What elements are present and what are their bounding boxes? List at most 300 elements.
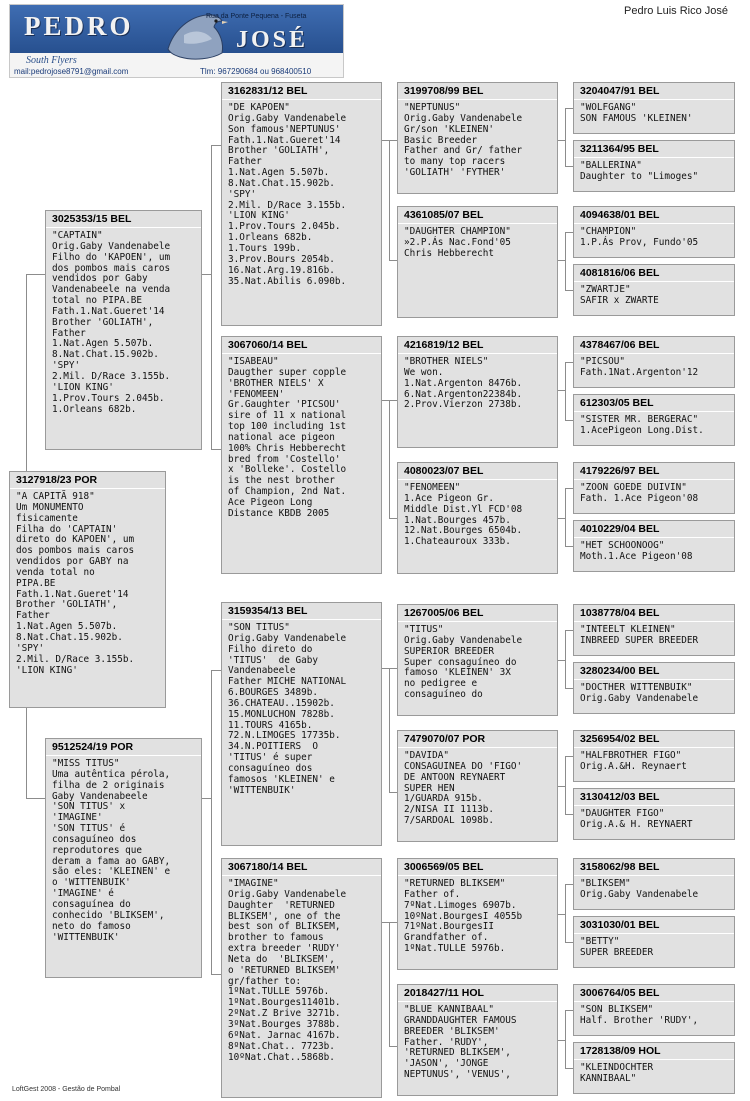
description-line: 'RETURNED BLIKSEM', [404,1047,511,1059]
description-line: CONSAGUINEA DO 'FIGO' [404,760,523,772]
description-line: "ZOON GOEDE DUIVIN" [580,482,687,493]
ring-number: 3031030/01 BEL [574,917,734,934]
connector-line [558,1040,565,1041]
description-line: Filha do 'CAPTAIN' [16,523,118,535]
description-line: 'WITTENBUIK' [52,931,120,943]
logo-phone: Tlm: 967290684 ou 968400510 [200,67,312,76]
description-line: Um MONUMENTO [16,501,84,513]
pigeon-card [573,394,735,446]
description-line: Fath. 1.Ace Pigeon'08 [580,492,699,504]
connector-line [389,140,397,141]
pigeon-card [397,604,558,716]
description-line: Orig.Gaby Vandenabele [580,692,699,704]
logo-address: Rua da Ponte Pequena - Fuseta [206,13,307,20]
description-line: o 'RETURNED BLIKSEM' [228,964,341,976]
description-line: 1.Nat.Bourges 457b. [404,514,511,526]
ring-number: 3006764/05 BEL [574,985,734,1002]
pigeon-description [574,412,734,437]
connector-line [565,756,573,757]
pigeon-card [45,738,202,978]
connector-line [389,518,397,519]
pigeon-description [222,620,381,797]
ring-number: 7479070/07 POR [398,731,557,748]
description-line: 1.Prov.Tours 2.045b. [228,221,341,233]
pigeon-description [574,806,734,831]
pigeon-card [573,520,735,572]
pigeon-card [9,471,166,708]
connector-line [558,660,565,661]
description-line: 2/NISA II 1113b. [404,804,495,816]
description-line: 1/GUARDA 915b. [404,793,483,805]
ring-number: 3130412/03 BEL [574,789,734,806]
description-line: "DOCTHER WITTENBUIK" [580,682,693,693]
description-line: "DAUGHTER FIGO" [580,808,665,819]
description-line: Orig.Gaby Vandenabele [404,112,523,124]
description-line: 2.Mil. D/Race 3.155b. [16,653,135,665]
pigeon-description [574,748,734,773]
description-line: Grandfather of. [404,932,489,944]
connector-line [211,670,221,671]
connector-line [389,922,397,923]
description-line: "BETTY" [580,936,620,947]
connector-line [382,140,389,141]
pigeon-description [574,538,734,563]
description-line: 7/SARDOAL 1098b. [404,815,495,827]
connector-line [558,786,565,787]
description-line: "KLEINDOCHTER [580,1062,654,1073]
description-line: 'LION KING' [52,381,114,393]
connector-line [389,400,390,518]
pigeon-description [222,876,381,1063]
pigeon-card [573,858,735,910]
description-line: 'LION KING' [228,210,290,222]
description-line: dos pombos mais caros [16,545,135,557]
pigeon-card [573,916,735,968]
description-line: Basic Breeder [404,134,478,146]
description-line: são eles: 'KLEINEN' e [52,866,171,878]
description-line: "DAUGHTER CHAMPION" [404,226,511,237]
connector-line [565,290,573,291]
description-line: 1.Orleans 682b. [228,232,313,244]
description-line: 10ºNat.BourgesI 4055b [404,910,523,922]
description-line: Ace Pigeon Long [228,496,313,508]
connector-line [211,974,221,975]
description-line: "PICSOU" [580,356,626,367]
description-line: 2.Mil. D/Race 3.155b. [52,370,171,382]
loft-logo [9,4,344,78]
connector-line [565,232,573,233]
description-line: 3ºNat.Bourges 3788b. [228,1018,341,1030]
pigeon-card [221,82,382,326]
ring-number: 1038778/04 BEL [574,605,734,622]
description-line: 'SON TITUS' é [52,823,126,835]
description-line: total no PIPA.BE [52,295,143,307]
description-line: Orig.A.&H. Reynaert [580,760,687,772]
pigeon-card [573,462,735,514]
connector-line [565,756,566,814]
description-line: Uma autêntica pérola, [52,768,171,780]
description-line: 1.Prov.Tours 2.045b. [52,392,165,404]
connector-line [565,1010,573,1011]
connector-line [558,518,565,519]
ring-number: 9512524/19 POR [46,739,201,756]
connector-line [389,792,397,793]
description-line: "RETURNED BLIKSEM" [404,878,506,889]
description-line: NEPTUNUS', 'VENUS', [404,1069,511,1081]
connector-line [565,108,573,109]
description-line: best son of BLIKSEM, [228,921,341,933]
connector-line [389,668,397,669]
description-line: "INTEELT KLEINEN" [580,624,676,635]
pigeon-description [10,489,165,676]
connector-line [211,449,221,450]
description-line: famoso 'KLEINEN' 3X [404,667,511,679]
description-line: is the nest brother [228,475,335,487]
description-line: "ZWARTJE" [580,284,631,295]
description-line: "DAVIDA" [404,750,450,761]
description-line: 1.P.Ás Prov, Fundo'05 [580,236,699,248]
pigeon-card [573,662,735,714]
description-line: Orig.Gaby Vandenabele [580,888,699,900]
logo-email: mail:pedrojose8791@gmail.com [14,67,129,76]
description-line: 15.MONLUCHON 7828b. [228,708,335,720]
description-line: 1.Orleans 682b. [52,403,137,415]
description-line: 1.Tours 199b. [228,242,302,254]
description-line: 'SON TITUS' x [52,801,126,813]
pigeon-description [398,354,557,411]
connector-line [558,914,565,915]
connector-line [558,140,565,141]
pigeon-card [397,858,558,970]
description-line: "BALLERINA" [580,160,642,171]
description-line: Father [52,327,86,339]
pigeon-card [573,730,735,782]
description-line: x 'Bolleke'. Costello [228,464,347,476]
description-line: 72.N.LIMOGES 17735b. [228,730,341,742]
connector-line [211,145,212,449]
pigeon-card [573,140,735,192]
description-line: 11.TOURS 4165b. [228,719,313,731]
ring-number: 3162831/12 BEL [222,83,381,100]
description-line: 6.BOURGES 3489b. [228,687,319,699]
description-line: 'LION KING' [16,664,78,676]
pigeon-card [221,336,382,574]
pigeon-description [574,934,734,959]
description-line: Daughter to "Limoges" [580,170,699,182]
ring-number: 2018427/11 HOL [398,985,557,1002]
pigeon-description [574,158,734,183]
description-line: SAFIR x ZWARTE [580,294,659,306]
ring-number: 4080023/07 BEL [398,463,557,480]
description-line: Half. Brother 'RUDY', [580,1014,699,1026]
description-line: dos pombos mais caros [52,262,171,274]
connector-line [382,400,389,401]
logo-name-first: PEDRO [24,11,134,41]
description-line: sire of 11 x national [228,410,347,422]
description-line: Daugther super copple [228,366,347,378]
connector-line [565,362,573,363]
connector-line [565,814,573,815]
connector-line [558,260,565,261]
description-line: Filho direto do [228,643,313,655]
description-line: Brother 'GOLIATH', [52,316,154,328]
description-line: top 100 including 1st [228,421,347,433]
description-line: Orig.Gaby Vandenabele [404,634,523,646]
pigeon-card [573,984,735,1036]
ring-number: 612303/05 BEL [574,395,734,412]
description-line: Vandenabeele [228,665,296,677]
description-line: 8.Nat.Chat.15.902b. [228,177,335,189]
description-line: 36.CHATEAU..15902b. [228,697,335,709]
pigeon-card [573,1042,735,1094]
pigeon-description [222,354,381,520]
connector-line [202,798,211,799]
pigeon-card [397,82,558,194]
ring-number: 4094638/01 BEL [574,207,734,224]
description-line: "A CAPITÃ 918" [16,491,95,502]
connector-line [389,140,390,260]
pigeon-description [398,480,557,548]
description-line: 8.Nat.Chat.15.902b. [52,349,159,361]
description-line: consaguíneo dos [228,762,313,774]
description-line: "BLUE KANNIBAAL" [404,1004,495,1015]
connector-line [202,274,211,275]
description-line: "MISS TITUS" [52,758,120,769]
pigeon-description [574,224,734,249]
description-line: Fath.1Nat.Argenton'12 [580,366,699,378]
description-line: 1.Nat.Agen 5.507b. [228,167,330,179]
connector-line [565,884,566,942]
connector-line [565,942,573,943]
description-line: Father MICHE NATIONAL [228,676,347,688]
description-line: Gaby Vandenabeele [52,790,148,802]
description-line: 16.Nat.Arg.19.816b. [228,264,335,276]
pigeon-card [397,206,558,318]
description-line: 'GOLIATH' 'FYTHER' [404,167,506,179]
pigeon-card [397,336,558,448]
description-line: vendidos por Gaby [52,273,148,285]
description-line: 1ºNat.Bourges11401b. [228,997,341,1009]
pigeon-card [573,336,735,388]
pigeon-description [574,354,734,379]
description-line: Gr/son 'KLEINEN' [404,123,495,135]
description-line: Father [228,156,262,168]
description-line: "ISABEAU" [228,356,279,367]
ring-number: 1728138/09 HOL [574,1043,734,1060]
description-line: bred from 'Costello' [228,453,341,465]
description-line: reprodutores que [52,844,143,856]
ring-number: 3158062/98 BEL [574,859,734,876]
pigeon-description [46,756,201,943]
pigeon-description [574,282,734,307]
description-line: fisicamente [16,512,78,524]
description-line: BLIKSEM', one of the [228,910,341,922]
description-line: "BROTHER NIELS" [404,356,489,367]
description-line: Father. 'RUDY', [404,1036,489,1048]
ring-number: 3211364/95 BEL [574,141,734,158]
description-line: "SON BLIKSEM" [580,1004,654,1015]
description-line: filha de 2 originais [52,779,165,791]
description-line: 35.Nat.Abilis 6.090b. [228,275,347,287]
ring-number: 3006569/05 BEL [398,859,557,876]
connector-line [565,420,573,421]
description-line: Orig.Gaby Vandenabele [52,240,171,252]
pigeon-description [398,622,557,701]
description-line: "SISTER MR. BERGERAC" [580,414,699,425]
connector-line [389,922,390,1046]
description-line: 6ºNat. Jarnac 4167b. [228,1029,341,1041]
logo-tagline: South Flyers [26,55,77,66]
description-line: 2ºNat.Z Brive 3271b. [228,1008,341,1020]
footer-credit: LoftGest 2008 - Gestão de Pombal [12,1086,121,1093]
ring-number: 3067180/14 BEL [222,859,381,876]
logo-name-last: JOSÉ [236,27,309,53]
connector-line [26,274,45,275]
description-line: Gr.Gaughter 'PICSOU' [228,399,341,411]
description-line: 1.Chateauroux 333b. [404,536,511,548]
pigeon-card [397,984,558,1096]
description-line: 'FENOMEEN' [228,388,285,400]
description-line: "FENOMEEN" [404,482,461,493]
pigeon-card [573,206,735,258]
description-line: "BLIKSEM" [580,878,631,889]
ring-number: 4378467/06 BEL [574,337,734,354]
ring-number: 4216819/12 BEL [398,337,557,354]
description-line: SUPER BREEDER [580,946,654,958]
description-line: 6.Nat.Argenton22384b. [404,388,523,400]
ring-number: 3127918/23 POR [10,472,165,489]
pigeon-card [397,730,558,842]
description-line: "NEPTUNUS" [404,102,461,113]
description-line: to many top racers [404,156,506,168]
ring-number: 3280234/00 BEL [574,663,734,680]
pigeon-description [398,1002,557,1081]
pigeon-description [574,1060,734,1085]
pigeon-description [574,480,734,505]
description-line: venda total no [16,566,95,578]
ring-number: 3204047/91 BEL [574,83,734,100]
description-line: "WOLFGANG" [580,102,637,113]
pigeon-card [221,858,382,1098]
description-line: Father of. [404,888,461,900]
connector-line [211,145,221,146]
connector-line [382,922,389,923]
connector-line [565,362,566,420]
description-line: Orig.Gaby Vandenabele [228,632,347,644]
pigeon-card [573,82,735,134]
pigeon-card [573,604,735,656]
description-line: SON FAMOUS 'KLEINEN' [580,112,693,124]
description-line: BREEDER 'BLIKSEM' [404,1025,500,1037]
description-line: 'IMAGINE' [52,812,103,824]
pigeon-description [574,1002,734,1027]
connector-line [565,546,573,547]
description-line: 'TITUS' é super [228,752,313,764]
owner-name: Pedro Luis Rico José [624,5,728,17]
pigeon-description [574,876,734,901]
connector-line [26,708,27,798]
ring-number: 4361085/07 BEL [398,207,557,224]
description-line: Fath.1.Nat.Gueret'14 [52,305,165,317]
description-line: Moth.1.Ace Pigeon'08 [580,550,693,562]
description-line: DE ANTOON REYNAERT [404,771,506,783]
pigeon-card [573,788,735,840]
description-line: 1.AcePigeon Long.Dist. [580,424,704,436]
ring-number: 3067060/14 BEL [222,337,381,354]
ring-number: 4179226/97 BEL [574,463,734,480]
description-line: gr/father to: [228,975,302,987]
description-line: 2.Prov.Vierzon 2738b. [404,399,523,411]
description-line: 'WITTENBUIK' [228,784,296,796]
description-line: GRANDDAUGHTER FAMOUS [404,1014,517,1026]
description-line: 'JASON', 'JONGE [404,1058,489,1070]
description-line: Orig.Gaby Vandenabele [228,112,347,124]
connector-line [565,688,573,689]
connector-line [565,1010,566,1068]
description-line: Orig.A.& H. REYNAERT [580,818,693,830]
pigeon-description [398,224,557,260]
connector-line [565,166,573,167]
description-line: »2.P.Ás Nac.Fond'05 [404,236,511,248]
pigeon-description [574,622,734,647]
description-line: no pedigree e [404,678,478,690]
ring-number: 3159354/13 BEL [222,603,381,620]
description-line: 2.Mil. D/Race 3.155b. [228,199,347,211]
description-line: 'IMAGINE' é [52,888,114,900]
description-line: Father [16,610,50,622]
description-line: 7ºNat.Limoges 6907b. [404,899,517,911]
description-line: SUPER HEN [404,782,455,794]
ring-number: 3025353/15 BEL [46,211,201,228]
pigeon-description [574,100,734,125]
connector-line [558,390,565,391]
description-line: We won. [404,366,444,378]
pigeon-card [573,264,735,316]
connector-line [565,488,566,546]
description-line: "CAPTAIN" [52,230,103,241]
ring-number: 1267005/06 BEL [398,605,557,622]
pigeon-description [398,876,557,955]
description-line: 10ºNat.Chat..5868b. [228,1051,335,1063]
connector-line [565,488,573,489]
connector-line [389,1046,397,1047]
description-line: 'SPY' [16,642,45,654]
description-line: Daughter 'RETURNED [228,899,335,911]
connector-line [565,108,566,166]
description-line: neto do famoso [52,920,131,932]
description-line: 34.N.POITIERS O [228,741,319,753]
description-line: consaguíneo do [404,689,483,701]
pigeon-description [398,100,557,179]
description-line: "HALFBROTHER FIGO" [580,750,682,761]
description-line: Father and Gr/ father [404,145,523,157]
description-line: 71ºNat.BourgesII [404,921,495,933]
description-line: Distance KBDB 2005 [228,507,330,519]
description-line: 1.Nat.Argenton 8476b. [404,377,523,389]
description-line: 1ºNat.TULLE 5976b. [228,986,330,998]
description-line: Super consaguíneo do [404,656,517,668]
description-line: Filho do 'KAPOEN', um [52,251,171,263]
description-line: 'SPY' [52,360,81,372]
description-line: INBREED SUPER BREEDER [580,634,699,646]
description-line: "SON TITUS" [228,622,290,633]
description-line: Orig.Gaby Vandenabele [228,888,347,900]
description-line: o 'WITTENBUIK' [52,877,131,889]
description-line: KANNIBAAL" [580,1072,637,1084]
description-line: Middle Dist.Yl FCD'08 [404,503,523,515]
connector-line [211,670,212,974]
pigeon-card [397,462,558,574]
